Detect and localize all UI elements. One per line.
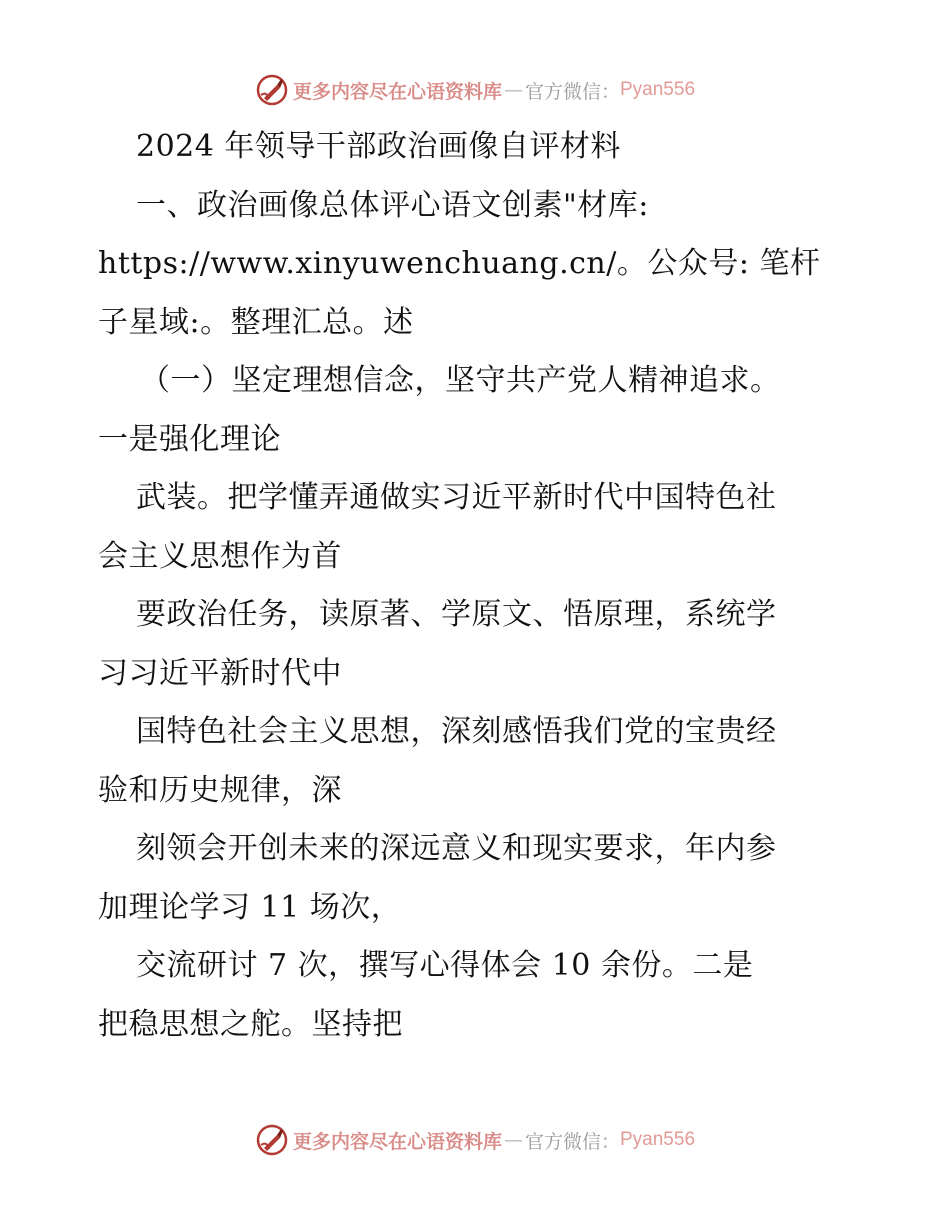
body-line: 会主义思想作为首 xyxy=(98,538,342,574)
body-line: 国特色社会主义思想，深刻感悟我们党的宝贵经 xyxy=(136,714,777,749)
banner-main-text: 更多内容尽在心语资料库 xyxy=(292,80,502,103)
document-title: 2024 年领导干部政治画像自评材料 xyxy=(136,129,621,164)
body-line: 一是强化理论 xyxy=(98,421,281,457)
subsection-heading: （一）坚定理想信念，坚守共产党人精神追求。 xyxy=(140,363,781,398)
body-line: 要政治任务，读原著、学原文、悟原理，系统学 xyxy=(136,597,777,632)
body-line: 交流研讨 7 次，撰写心得体会 10 余份。二是 xyxy=(136,948,754,983)
pen-logo-icon xyxy=(255,73,289,107)
footer-watermark-banner xyxy=(0,1120,950,1160)
body-line: 刻领会开创未来的深远意义和现实要求，年内参 xyxy=(136,831,777,866)
banner-wechat-label: 官方微信： xyxy=(524,80,620,103)
body-line: 子星域:。整理汇总。述 xyxy=(98,304,414,340)
body-line: 验和历史规律，深 xyxy=(98,772,342,808)
banner-wechat-label: 官方微信： xyxy=(524,1130,620,1153)
body-line: 习习近平新时代中 xyxy=(98,655,342,691)
banner-wechat-id: Pyan556 xyxy=(620,1129,696,1150)
header-watermark-banner xyxy=(0,70,950,110)
banner-dash: — xyxy=(503,79,523,101)
banner-dash: — xyxy=(503,1129,523,1151)
section-heading: 一、政治画像总体评心语文创素"材库: xyxy=(136,187,649,223)
body-line: 加理论学习 11 场次， xyxy=(98,889,402,925)
document-body xyxy=(98,118,858,1054)
pen-logo-icon xyxy=(255,1123,289,1157)
banner-main-text: 更多内容尽在心语资料库 xyxy=(292,1130,502,1153)
banner-wechat-id: Pyan556 xyxy=(620,79,696,100)
body-line: https://www.xinyuwenchuang.cn/。公众号: 笔杆 xyxy=(98,246,821,281)
body-line: 武装。把学懂弄通做实习近平新时代中国特色社 xyxy=(136,480,777,515)
body-line: 把稳思想之舵。坚持把 xyxy=(98,1006,403,1042)
